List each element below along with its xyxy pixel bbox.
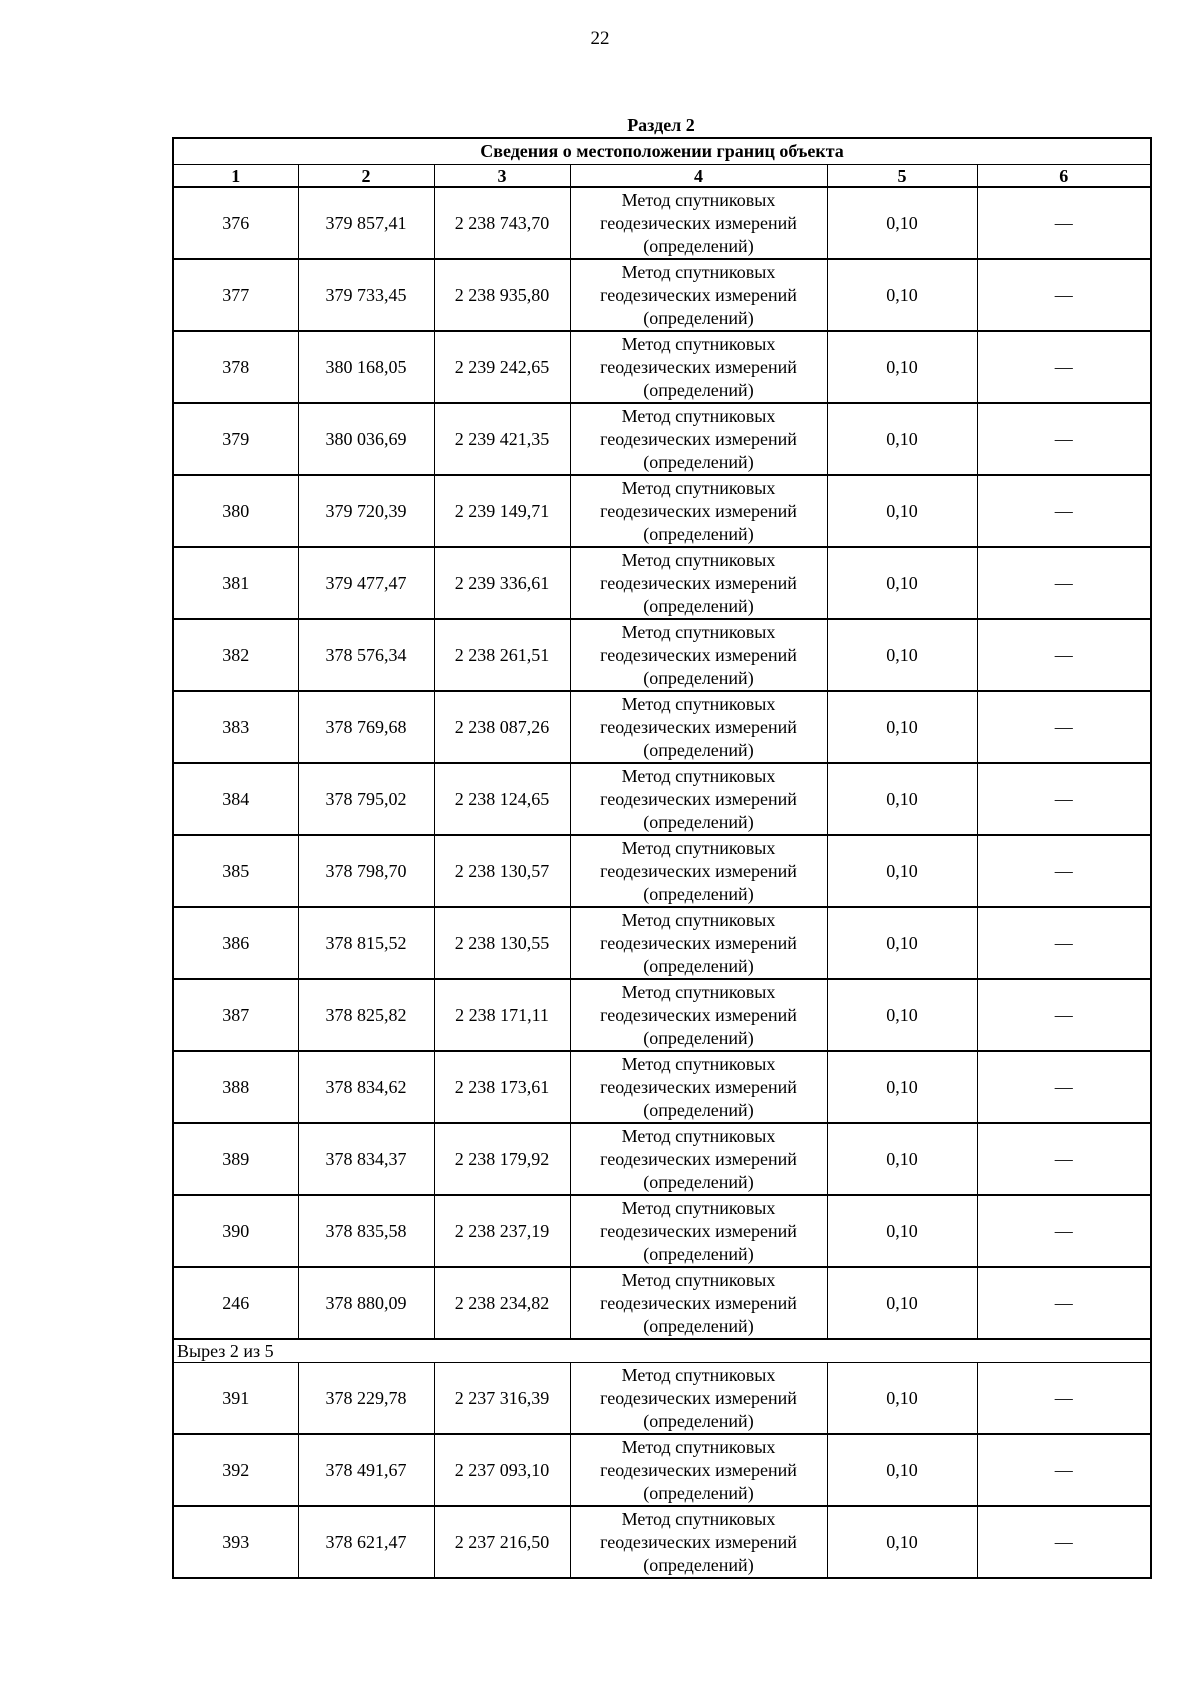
x-coordinate-cell: 378 834,37 xyxy=(298,1123,434,1195)
column-header-2: 2 xyxy=(298,165,434,188)
method-cell: Метод спутниковых геодезических измерений (определений) xyxy=(570,547,827,619)
x-coordinate-cell: 378 769,68 xyxy=(298,691,434,763)
method-cell: Метод спутниковых геодезических измерений (определений) xyxy=(570,691,827,763)
point-number-cell: 384 xyxy=(173,763,298,835)
y-coordinate-cell: 2 238 234,82 xyxy=(434,1267,570,1339)
section-title: Раздел 2 xyxy=(627,115,695,135)
point-number-cell: 390 xyxy=(173,1195,298,1267)
table-row xyxy=(173,475,1151,547)
table-caption-row xyxy=(173,138,1151,165)
x-coordinate-cell: 378 798,70 xyxy=(298,835,434,907)
point-number-cell: 388 xyxy=(173,1051,298,1123)
note-cell: — xyxy=(977,907,1151,979)
y-coordinate-cell: 2 238 130,57 xyxy=(434,835,570,907)
x-coordinate-cell: 380 168,05 xyxy=(298,331,434,403)
x-coordinate-cell: 379 720,39 xyxy=(298,475,434,547)
table-row xyxy=(173,907,1151,979)
accuracy-cell: 0,10 xyxy=(827,403,977,475)
table-row xyxy=(173,547,1151,619)
table-caption: Сведения о местоположении границ объекта xyxy=(173,138,1151,165)
note-cell: — xyxy=(977,1267,1151,1339)
y-coordinate-cell: 2 238 237,19 xyxy=(434,1195,570,1267)
cutout-label: Вырез 2 из 5 xyxy=(173,1339,1151,1363)
point-number-cell: 387 xyxy=(173,979,298,1051)
y-coordinate-cell: 2 239 242,65 xyxy=(434,331,570,403)
y-coordinate-cell: 2 238 935,80 xyxy=(434,259,570,331)
y-coordinate-cell: 2 238 087,26 xyxy=(434,691,570,763)
method-cell: Метод спутниковых геодезических измерений (определений) xyxy=(570,331,827,403)
x-coordinate-cell: 378 880,09 xyxy=(298,1267,434,1339)
accuracy-cell: 0,10 xyxy=(827,763,977,835)
point-number-cell: 377 xyxy=(173,259,298,331)
x-coordinate-cell: 378 576,34 xyxy=(298,619,434,691)
accuracy-cell: 0,10 xyxy=(827,907,977,979)
accuracy-cell: 0,10 xyxy=(827,187,977,259)
accuracy-cell: 0,10 xyxy=(827,1267,977,1339)
note-cell: — xyxy=(977,1363,1151,1435)
note-cell: — xyxy=(977,1051,1151,1123)
page-number: 22 xyxy=(590,28,610,49)
note-cell: — xyxy=(977,1123,1151,1195)
table-row xyxy=(173,1123,1151,1195)
note-cell: — xyxy=(977,475,1151,547)
table-row xyxy=(173,187,1151,259)
accuracy-cell: 0,10 xyxy=(827,331,977,403)
y-coordinate-cell: 2 238 261,51 xyxy=(434,619,570,691)
accuracy-cell: 0,10 xyxy=(827,1363,977,1435)
method-cell: Метод спутниковых геодезических измерений (определений) xyxy=(570,187,827,259)
note-cell: — xyxy=(977,547,1151,619)
accuracy-cell: 0,10 xyxy=(827,1434,977,1506)
table-row xyxy=(173,835,1151,907)
method-cell: Метод спутниковых геодезических измерений (определений) xyxy=(570,475,827,547)
table-row xyxy=(173,259,1151,331)
method-cell: Метод спутниковых геодезических измерений (определений) xyxy=(570,259,827,331)
column-number-row xyxy=(173,165,1151,188)
point-number-cell: 392 xyxy=(173,1434,298,1506)
method-cell: Метод спутниковых геодезических измерений (определений) xyxy=(570,907,827,979)
table-row xyxy=(173,1363,1151,1435)
y-coordinate-cell: 2 238 173,61 xyxy=(434,1051,570,1123)
note-cell: — xyxy=(977,979,1151,1051)
point-number-cell: 246 xyxy=(173,1267,298,1339)
point-number-cell: 391 xyxy=(173,1363,298,1435)
note-cell: — xyxy=(977,619,1151,691)
method-cell: Метод спутниковых геодезических измерений (определений) xyxy=(570,403,827,475)
x-coordinate-cell: 379 477,47 xyxy=(298,547,434,619)
table-row xyxy=(173,1195,1151,1267)
point-number-cell: 379 xyxy=(173,403,298,475)
method-cell: Метод спутниковых геодезических измерений (определений) xyxy=(570,1267,827,1339)
x-coordinate-cell: 378 229,78 xyxy=(298,1363,434,1435)
column-header-5: 5 xyxy=(827,165,977,188)
table-row xyxy=(173,403,1151,475)
note-cell: — xyxy=(977,1195,1151,1267)
method-cell: Метод спутниковых геодезических измерений (определений) xyxy=(570,1051,827,1123)
y-coordinate-cell: 2 237 216,50 xyxy=(434,1506,570,1578)
method-cell: Метод спутниковых геодезических измерений (определений) xyxy=(570,1506,827,1578)
note-cell: — xyxy=(977,259,1151,331)
method-cell: Метод спутниковых геодезических измерений (определений) xyxy=(570,1434,827,1506)
cutout-label-row xyxy=(173,1339,1151,1363)
point-number-cell: 383 xyxy=(173,691,298,763)
x-coordinate-cell: 378 815,52 xyxy=(298,907,434,979)
note-cell: — xyxy=(977,187,1151,259)
y-coordinate-cell: 2 238 743,70 xyxy=(434,187,570,259)
table-row xyxy=(173,1434,1151,1506)
accuracy-cell: 0,10 xyxy=(827,979,977,1051)
method-cell: Метод спутниковых геодезических измерений (определений) xyxy=(570,1363,827,1435)
y-coordinate-cell: 2 237 316,39 xyxy=(434,1363,570,1435)
point-number-cell: 378 xyxy=(173,331,298,403)
accuracy-cell: 0,10 xyxy=(827,547,977,619)
note-cell: — xyxy=(977,1506,1151,1578)
y-coordinate-cell: 2 238 130,55 xyxy=(434,907,570,979)
accuracy-cell: 0,10 xyxy=(827,259,977,331)
y-coordinate-cell: 2 237 093,10 xyxy=(434,1434,570,1506)
point-number-cell: 393 xyxy=(173,1506,298,1578)
method-cell: Метод спутниковых геодезических измерений (определений) xyxy=(570,1195,827,1267)
point-number-cell: 385 xyxy=(173,835,298,907)
table-row xyxy=(173,1051,1151,1123)
x-coordinate-cell: 378 834,62 xyxy=(298,1051,434,1123)
method-cell: Метод спутниковых геодезических измерений (определений) xyxy=(570,835,827,907)
note-cell: — xyxy=(977,691,1151,763)
x-coordinate-cell: 378 835,58 xyxy=(298,1195,434,1267)
x-coordinate-cell: 378 491,67 xyxy=(298,1434,434,1506)
table-row xyxy=(173,691,1151,763)
table-row xyxy=(173,619,1151,691)
method-cell: Метод спутниковых геодезических измерений (определений) xyxy=(570,979,827,1051)
y-coordinate-cell: 2 239 421,35 xyxy=(434,403,570,475)
point-number-cell: 376 xyxy=(173,187,298,259)
point-number-cell: 381 xyxy=(173,547,298,619)
accuracy-cell: 0,10 xyxy=(827,835,977,907)
note-cell: — xyxy=(977,763,1151,835)
table-row xyxy=(173,1506,1151,1578)
boundary-coordinates-table xyxy=(172,137,1152,1579)
point-number-cell: 382 xyxy=(173,619,298,691)
y-coordinate-cell: 2 238 171,11 xyxy=(434,979,570,1051)
column-header-3: 3 xyxy=(434,165,570,188)
y-coordinate-cell: 2 239 336,61 xyxy=(434,547,570,619)
note-cell: — xyxy=(977,835,1151,907)
accuracy-cell: 0,10 xyxy=(827,1123,977,1195)
table-row xyxy=(173,763,1151,835)
method-cell: Метод спутниковых геодезических измерений (определений) xyxy=(570,619,827,691)
table-row xyxy=(173,979,1151,1051)
accuracy-cell: 0,10 xyxy=(827,1506,977,1578)
x-coordinate-cell: 379 857,41 xyxy=(298,187,434,259)
column-header-4: 4 xyxy=(570,165,827,188)
point-number-cell: 380 xyxy=(173,475,298,547)
accuracy-cell: 0,10 xyxy=(827,691,977,763)
x-coordinate-cell: 378 795,02 xyxy=(298,763,434,835)
table-row xyxy=(173,1267,1151,1339)
table-row xyxy=(173,331,1151,403)
x-coordinate-cell: 380 036,69 xyxy=(298,403,434,475)
accuracy-cell: 0,10 xyxy=(827,1051,977,1123)
x-coordinate-cell: 378 621,47 xyxy=(298,1506,434,1578)
x-coordinate-cell: 379 733,45 xyxy=(298,259,434,331)
accuracy-cell: 0,10 xyxy=(827,619,977,691)
y-coordinate-cell: 2 238 124,65 xyxy=(434,763,570,835)
column-header-1: 1 xyxy=(173,165,298,188)
note-cell: — xyxy=(977,403,1151,475)
x-coordinate-cell: 378 825,82 xyxy=(298,979,434,1051)
point-number-cell: 386 xyxy=(173,907,298,979)
point-number-cell: 389 xyxy=(173,1123,298,1195)
y-coordinate-cell: 2 238 179,92 xyxy=(434,1123,570,1195)
method-cell: Метод спутниковых геодезических измерений (определений) xyxy=(570,1123,827,1195)
note-cell: — xyxy=(977,1434,1151,1506)
column-header-6: 6 xyxy=(977,165,1151,188)
method-cell: Метод спутниковых геодезических измерений (определений) xyxy=(570,763,827,835)
accuracy-cell: 0,10 xyxy=(827,1195,977,1267)
accuracy-cell: 0,10 xyxy=(827,475,977,547)
note-cell: — xyxy=(977,331,1151,403)
y-coordinate-cell: 2 239 149,71 xyxy=(434,475,570,547)
